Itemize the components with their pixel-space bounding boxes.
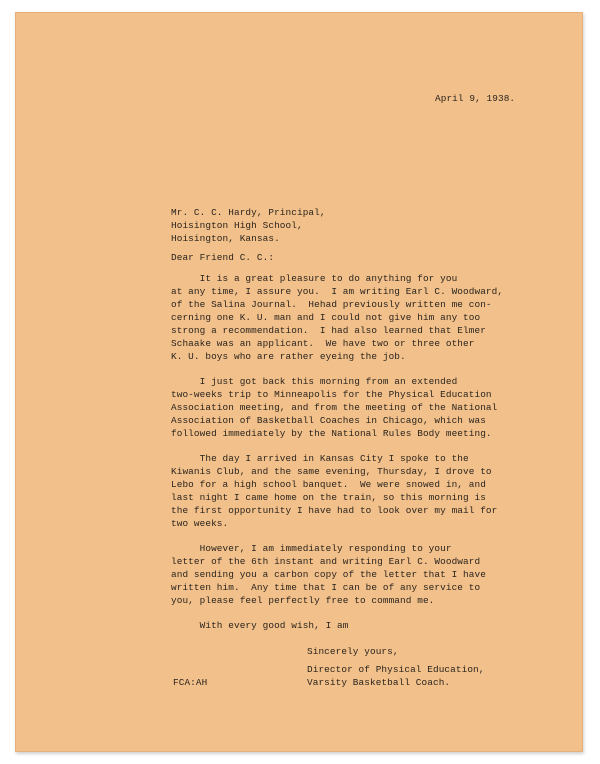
salutation: Dear Friend C. C.: bbox=[171, 252, 275, 263]
paragraph-2-line-4: Association of Basketball Coaches in Chicago, which was bbox=[171, 415, 486, 426]
paragraph-3-line-2: Kiwanis Club, and the same evening, Thursday, I drove to bbox=[171, 466, 492, 477]
paragraph-1-line-5: strong a recommendation. I had also learned that Elmer bbox=[171, 325, 486, 336]
paragraph-4-line-3: and sending you a carbon copy of the letter that I have bbox=[171, 569, 486, 580]
paragraph-1-line-2: at any time, I assure you. I am writing Earl C. Woodward, bbox=[171, 286, 504, 297]
paragraph-4-line-1: However, I am immediately responding to your bbox=[171, 543, 452, 554]
signature-title-line-1: Director of Physical Education, bbox=[307, 664, 485, 675]
paragraph-2-line-5: followed immediately by the National Rules Body meeting. bbox=[171, 428, 492, 439]
address-line-2: Hoisington High School, bbox=[171, 220, 303, 231]
paragraph-4-line-5: you, please feel perfectly free to command me. bbox=[171, 595, 435, 606]
paragraph-1-line-7: K. U. boys who are rather eyeing the job. bbox=[171, 351, 406, 362]
paragraph-3-line-1: The day I arrived in Kansas City I spoke to the bbox=[171, 453, 469, 464]
paragraph-1-line-1: It is a great pleasure to do anything for you bbox=[171, 273, 458, 284]
paragraph-4-line-2: letter of the 6th instant and writing Earl C. Woodward bbox=[171, 556, 481, 567]
paragraph-1-line-3: of the Salina Journal. Hehad previously written me con- bbox=[171, 299, 492, 310]
paragraph-1-line-6: Schaake was an applicant. We have two or three other bbox=[171, 338, 475, 349]
paragraph-3-line-6: two weeks. bbox=[171, 518, 229, 529]
signature-title-line-2: Varsity Basketball Coach. bbox=[307, 677, 451, 688]
letter-date: April 9, 1938. bbox=[435, 93, 516, 104]
paragraph-3-line-4: last night I came home on the train, so this morning is bbox=[171, 492, 486, 503]
paragraph-3-line-3: Lebo for a high school banquet. We were snowed in, and bbox=[171, 479, 486, 490]
address-line-1: Mr. C. C. Hardy, Principal, bbox=[171, 207, 326, 218]
paragraph-2-line-2: two-weeks trip to Minneapolis for the Physical Education bbox=[171, 389, 492, 400]
paragraph-5-line-1: With every good wish, I am bbox=[171, 620, 349, 631]
paragraph-2-line-3: Association meeting, and from the meeting of the National bbox=[171, 402, 498, 413]
address-line-3: Hoisington, Kansas. bbox=[171, 233, 280, 244]
paragraph-4-line-4: written him. Any time that I can be of any service to bbox=[171, 582, 481, 593]
paragraph-3-line-5: the first opportunity I have had to look over my mail for bbox=[171, 505, 498, 516]
paragraph-1-line-4: cerning one K. U. man and I could not give him any too bbox=[171, 312, 481, 323]
reference-initials: FCA:AH bbox=[173, 677, 208, 688]
complimentary-closing: Sincerely yours, bbox=[307, 646, 399, 657]
paragraph-2-line-1: I just got back this morning from an extended bbox=[171, 376, 458, 387]
letter-page bbox=[15, 12, 583, 752]
